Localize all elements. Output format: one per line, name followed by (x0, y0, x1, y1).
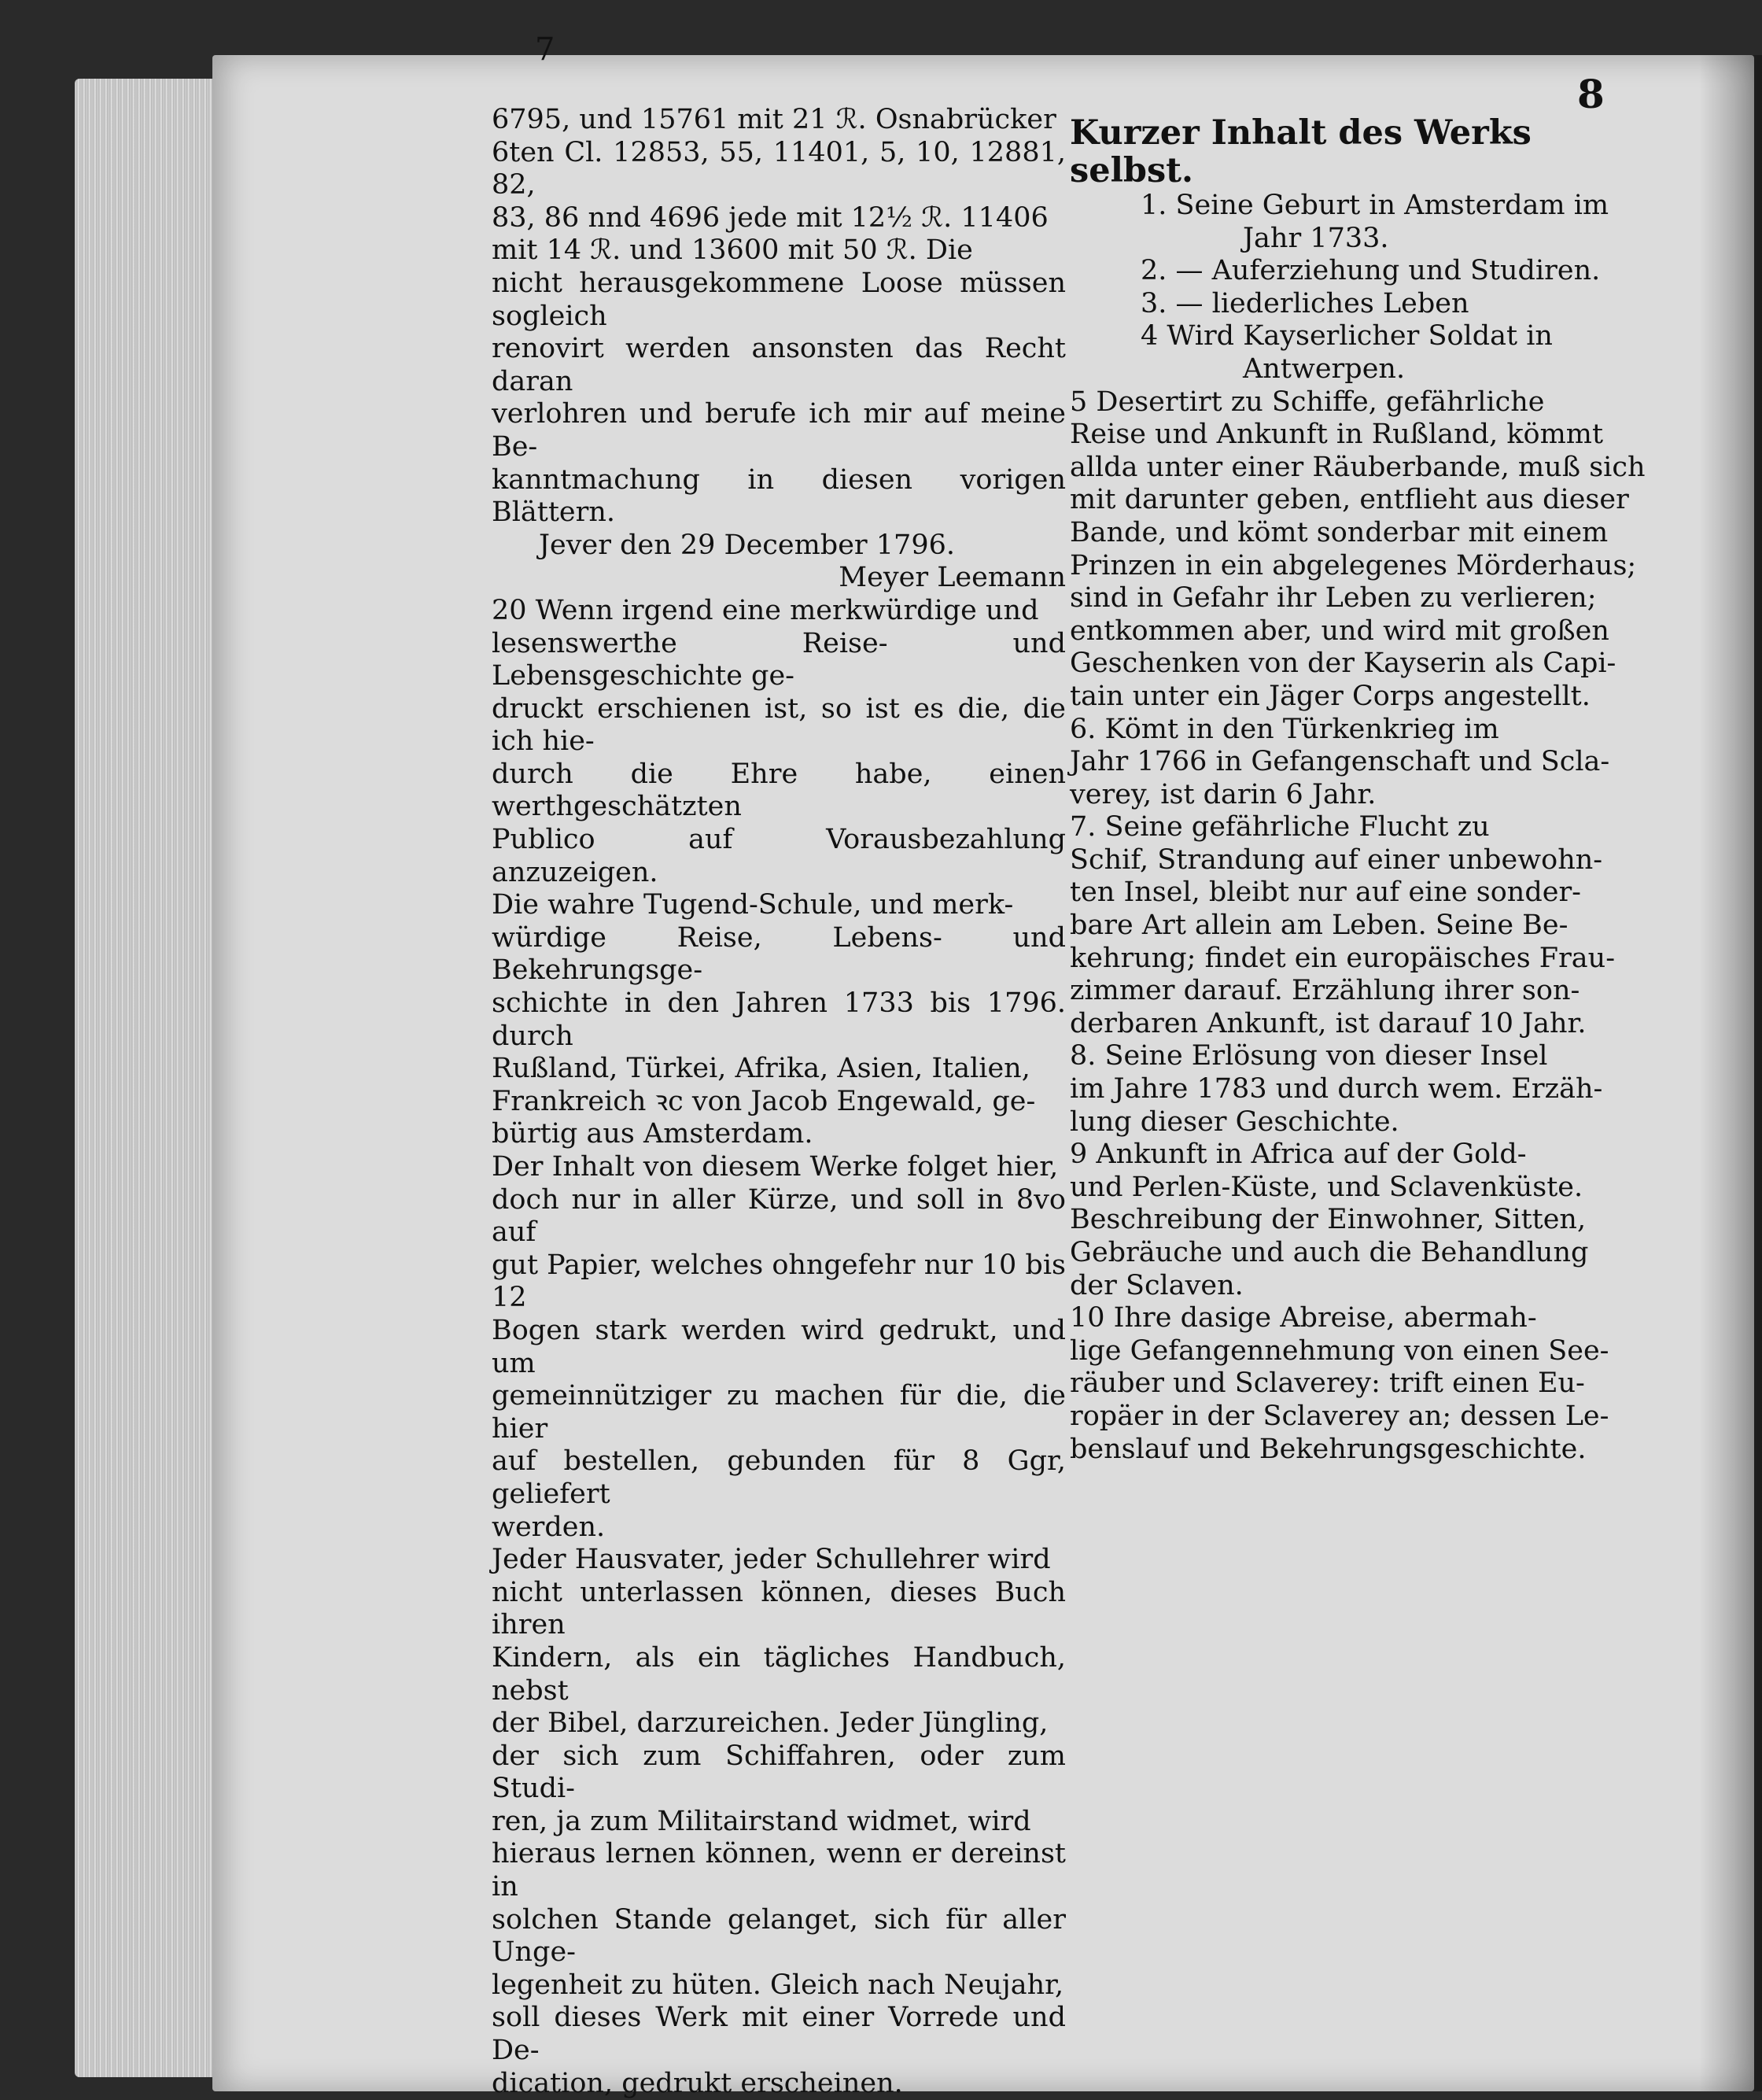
contents-item-6: 6. Kömt in den Türkenkrieg im Jahr 1766 in Gefangenschaft und Scla- verey, ist darin 6 Jahr. (1070, 713, 1610, 810)
content-description-paragraph: Der Inhalt von diesem Werke folget hier, doch nur in aller Kürze, und soll in 8vo auf gut Papier, welches ohngefehr nur 10 bis 12 Bogen stark werden wird gedrukt, und um gemeinnütziger zu machen für die, die hier auf bestellen, gebunden für 8 Ggr, geliefert werden. (492, 1151, 1066, 1543)
book-title-paragraph: Die wahre Tugend-Schule, und merk- würdige Reise, Lebens- und Bekehrungsge- schichte in den Jahren 1733 bis 1796. durch Rußland, Türkei, Afrika, Asien, Italien, Frankreich ꝛc von Jacob Engewald, ge- bürtig aus Amsterdam. (492, 889, 1066, 1150)
contents-item-5: 5 Desertirt zu Schiffe, gefährliche Reise und Ankunft in Rußland, kömmt allda unter einer Räuberbande, muß sich mit darunter geben, entflieht aus dieser Bande, und kömt sonderbar mit einem Prinzen in ein abgelegenes Mörderhaus; sind in Gefahr ihr Leben zu verlieren; entkommen aber, und wird mit großen Geschenken von der Kayserin als Capi- tain unter ein Jäger Corps angestellt. (1070, 386, 1646, 712)
contents-item-1: 1. Seine Geburt in Amsterdam im (1141, 190, 1609, 221)
contents-heading: Kurzer Inhalt des Werks selbst. (1070, 113, 1532, 190)
contents-item-1-cont: Jahr 1733. (1243, 222, 1389, 254)
contents-item-4: 4 Wird Kayserlicher Soldat in (1141, 320, 1553, 352)
signature: Meyer Leemann (839, 562, 1066, 594)
contents-item-3: 3. — liederliches Leben (1141, 287, 1469, 319)
contents-item-7: 7. Seine gefährliche Flucht zu Schif, Strandung auf einer unbewohn- ten Insel, bleibt nur auf eine sonder- bare Art allein am Leben. Seine Be- kehrung; findet ein europäisches Frau- zimmer darauf. Erzählung ihrer son- derbaren Ankunft, ist darauf 10 Jahr. (1070, 811, 1616, 1039)
contents-item-9: 9 Ankunft in Africa auf der Gold- und Perlen-Küste, und Sclavenküste. Beschreibung der Einwohner, Sitten, Gebräuche und auch die Behandlung der Sclaven. (1070, 1139, 1589, 1301)
announcement-paragraph-1: 20 Wenn irgend eine merkwürdige und lesenswerthe Reise- und Lebensgeschichte ge- druckt erschienen ist, so ist es die, die ich hie- durch die Ehre habe, einen werthgeschätzten Publico auf Vorausbezahlung anzuzeigen. (492, 594, 1066, 888)
page-number: 8 (1577, 71, 1605, 117)
contents-item-4-cont: Antwerpen. (1243, 352, 1406, 385)
dateline: Jever den 29 December 1796. (539, 529, 955, 561)
contents-item-2: 2. — Auferziehung und Studiren. (1141, 255, 1601, 287)
left-column (492, 104, 1066, 2100)
contents-item-10: 10 Ihre dasige Abreise, abermah- lige Gefangennehmung von einen See- räuber und Sclaverey: trift einen Eu- ropäer in der Sclaverey an; dessen Le- benslauf und Bekehrungsgeschichte. (1070, 1302, 1609, 1465)
contents-item-8: 8. Seine Erlösung von dieser Insel im Jahre 1783 und durch wem. Erzäh- lung dieser Geschichte. (1070, 1040, 1603, 1138)
lottery-notice-text: 6795, und 15761 mit 21 ℛ. Osnabrücker 6ten Cl. 12853, 55, 11401, 5, 10, 12881, 82, 83, 86 nnd 4696 jede mit 12½ ℛ. 11406 mit 14 ℛ. und 13600 mit 50 ℛ. Die nicht herausgekommene Loose müssen sogleich renovirt werden ansonsten das Recht daran verlohren und berufe ich mir auf meine Be- kanntmachung in diesen vorigen Blättern. (492, 104, 1066, 529)
right-column (1070, 114, 1652, 1466)
page-marker: 7 (535, 31, 555, 68)
recommendation-paragraph: Jeder Hausvater, jeder Schullehrer wird nicht unterlassen können, dieses Buch ihren Kindern, als ein tägliches Handbuch, nebst der Bibel, darzureichen. Jeder Jüngling, der sich zum Schiffahren, oder zum Studi- ren, ja zum Militairstand widmet, wird hieraus lernen können, wenn er dereinst in solchen Stande gelanget, sich für aller Unge- legenheit zu hüten. Gleich nach Neujahr, soll dieses Werk mit einer Vorrede und De- dication, gedrukt erscheinen. (492, 1544, 1066, 2099)
gutter-shadow (1699, 55, 1762, 2091)
